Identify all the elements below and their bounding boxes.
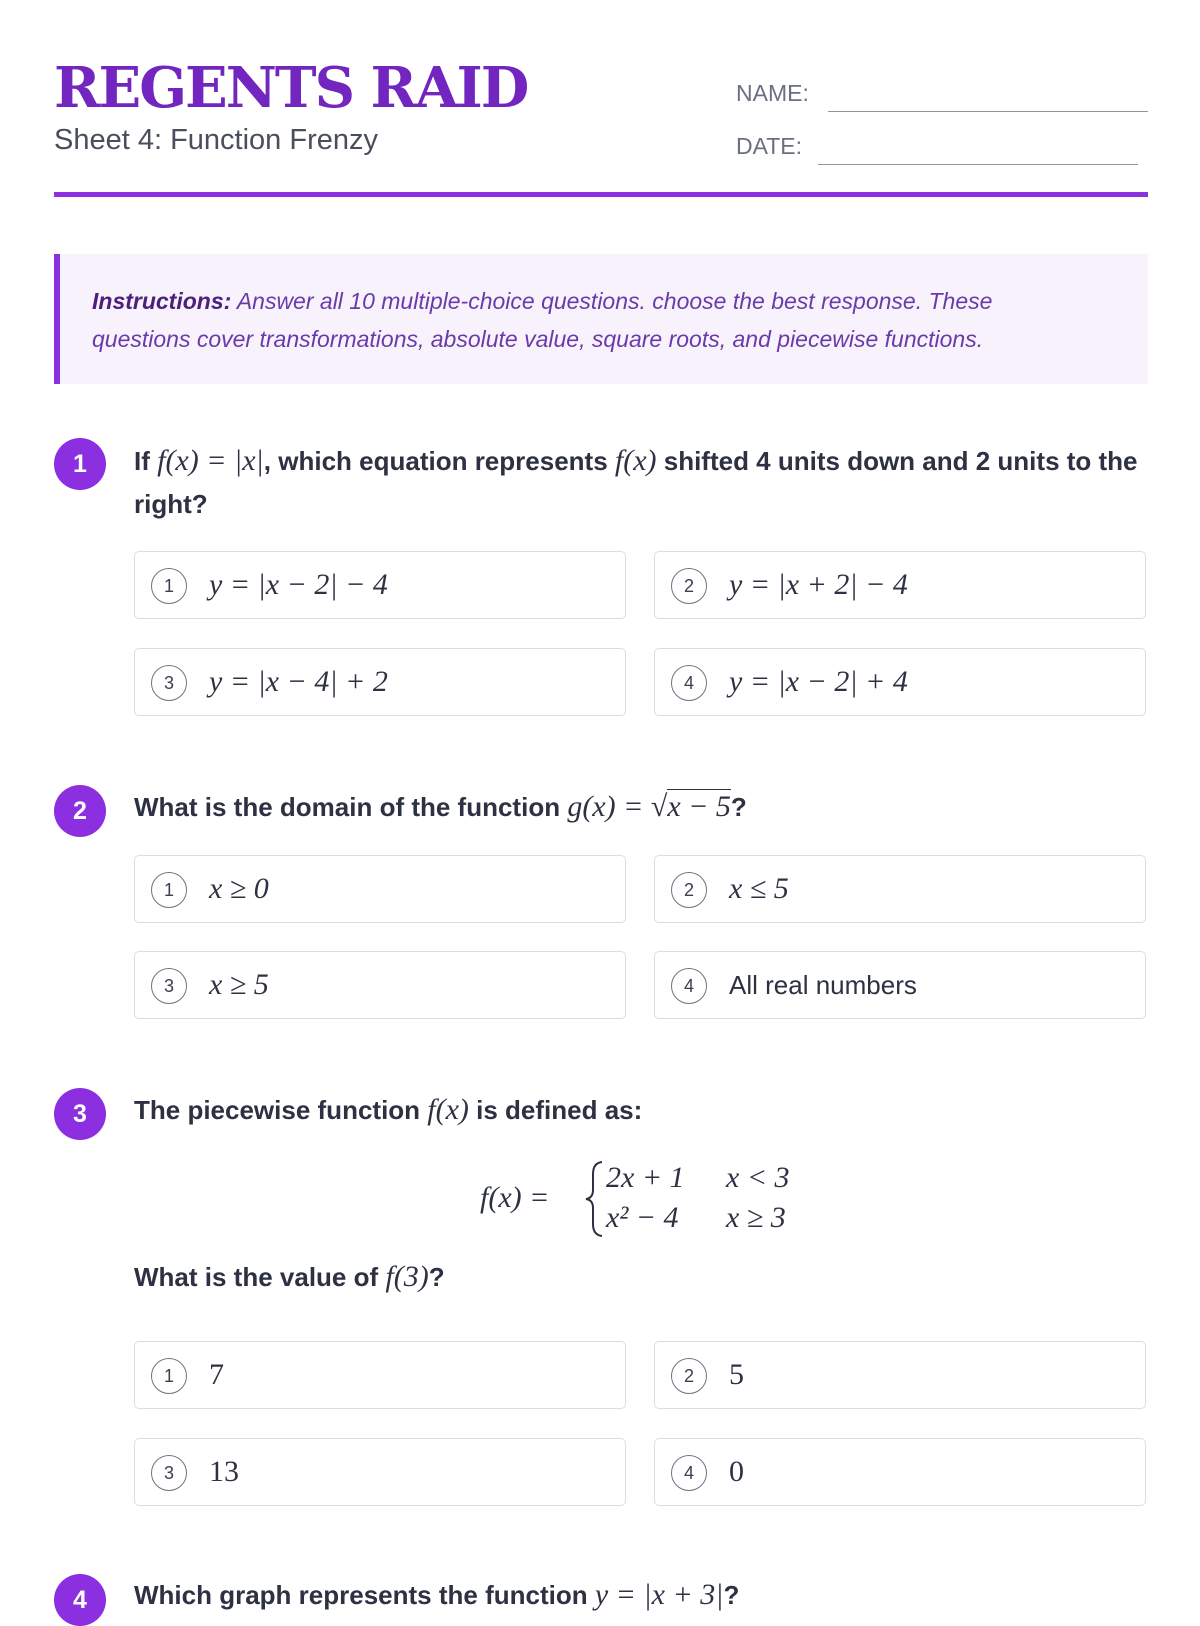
date-label: DATE: <box>736 133 803 159</box>
option-value: x ≥ 0 <box>209 872 269 905</box>
math-expression: f(x) = |x| <box>157 444 264 477</box>
option-number-badge: 1 <box>151 872 187 908</box>
option-number-badge: 3 <box>151 665 187 701</box>
option-value: y = |x − 2| + 4 <box>729 665 908 698</box>
answer-option[interactable] <box>134 951 626 1019</box>
answer-option[interactable] <box>654 551 1146 619</box>
math-expression: f(3) <box>385 1260 429 1293</box>
piece-condition: x < 3 <box>726 1161 790 1194</box>
option-number-badge: 4 <box>671 1455 707 1491</box>
option-number-badge: 3 <box>151 968 187 1004</box>
question-number: 1 <box>54 438 106 490</box>
option-value: y = |x − 2| − 4 <box>209 568 388 601</box>
question-number: 2 <box>54 785 106 837</box>
piece-expression: 2x + 1 <box>606 1161 685 1194</box>
question-number: 4 <box>54 1574 106 1626</box>
option-value: y = |x − 4| + 2 <box>209 665 388 698</box>
math-expression: g(x) = <box>567 790 651 823</box>
question-1-text: If f(x) = |x|, which equation represents f(x) shifted 4 units down and 2 units to the right? <box>134 444 1138 519</box>
radicand: x − 5 <box>667 790 731 823</box>
option-number-badge: 2 <box>671 568 707 604</box>
sqrt-sign: √ <box>650 790 668 823</box>
answer-option[interactable] <box>654 951 1146 1019</box>
option-value: x ≥ 5 <box>209 968 269 1001</box>
option-number-badge: 2 <box>671 1358 707 1394</box>
instructions-lead: Instructions: <box>92 288 232 314</box>
question-number: 3 <box>54 1088 106 1140</box>
math-expression: f(x) <box>614 444 657 477</box>
option-number-badge: 4 <box>671 665 707 701</box>
option-value: 13 <box>209 1455 239 1488</box>
piece-expression: x² − 4 <box>606 1201 679 1234</box>
answer-option[interactable] <box>134 1438 626 1506</box>
name-label: NAME: <box>736 80 809 106</box>
option-number-badge: 4 <box>671 968 707 1004</box>
instructions-box <box>54 254 1148 384</box>
option-number-badge: 2 <box>671 872 707 908</box>
option-value: x ≤ 5 <box>729 872 789 905</box>
option-value: 0 <box>729 1455 744 1488</box>
math-expression: y = |x + 3| <box>594 1578 724 1611</box>
name-field[interactable] <box>828 111 1148 112</box>
option-value: All real numbers <box>729 969 917 1000</box>
piece-condition: x ≥ 3 <box>726 1201 786 1234</box>
instructions-text <box>92 282 1082 358</box>
answer-option[interactable] <box>654 1341 1146 1409</box>
math-expression: f(x) <box>427 1093 469 1126</box>
option-number-badge: 1 <box>151 568 187 604</box>
option-number-badge: 1 <box>151 1358 187 1394</box>
piecewise-lhs: f(x) = <box>480 1181 550 1214</box>
answer-option[interactable] <box>134 648 626 716</box>
answer-option[interactable] <box>654 1438 1146 1506</box>
option-value: y = |x + 2| − 4 <box>729 568 908 601</box>
option-value: 5 <box>729 1358 744 1391</box>
worksheet-subtitle: Sheet 4: Function Frenzy <box>54 124 378 156</box>
answer-option[interactable] <box>134 855 626 923</box>
header-divider <box>54 192 1148 197</box>
piecewise-definition <box>480 1158 840 1238</box>
question-2-text: What is the domain of the function g(x) = √x − 5? <box>134 790 747 823</box>
instructions-body: Answer all 10 multiple-choice questions. choose the best response. These questions cover transformations, absolute value, square roots, and piecewise functions. <box>92 288 993 352</box>
answer-option[interactable] <box>134 551 626 619</box>
worksheet-title: REGENTS RAID <box>54 55 528 121</box>
answer-option[interactable] <box>134 1341 626 1409</box>
question-3-followup: What is the value of f(3)? <box>134 1260 445 1293</box>
option-value: 7 <box>209 1358 224 1391</box>
date-field[interactable] <box>818 164 1138 165</box>
left-brace-icon <box>584 1160 606 1238</box>
option-number-badge: 3 <box>151 1455 187 1491</box>
answer-option[interactable] <box>654 855 1146 923</box>
question-3-text: The piecewise function f(x) is defined as: <box>134 1093 643 1126</box>
question-4-text: Which graph represents the function y = |x + 3|? <box>134 1578 740 1611</box>
answer-option[interactable] <box>654 648 1146 716</box>
